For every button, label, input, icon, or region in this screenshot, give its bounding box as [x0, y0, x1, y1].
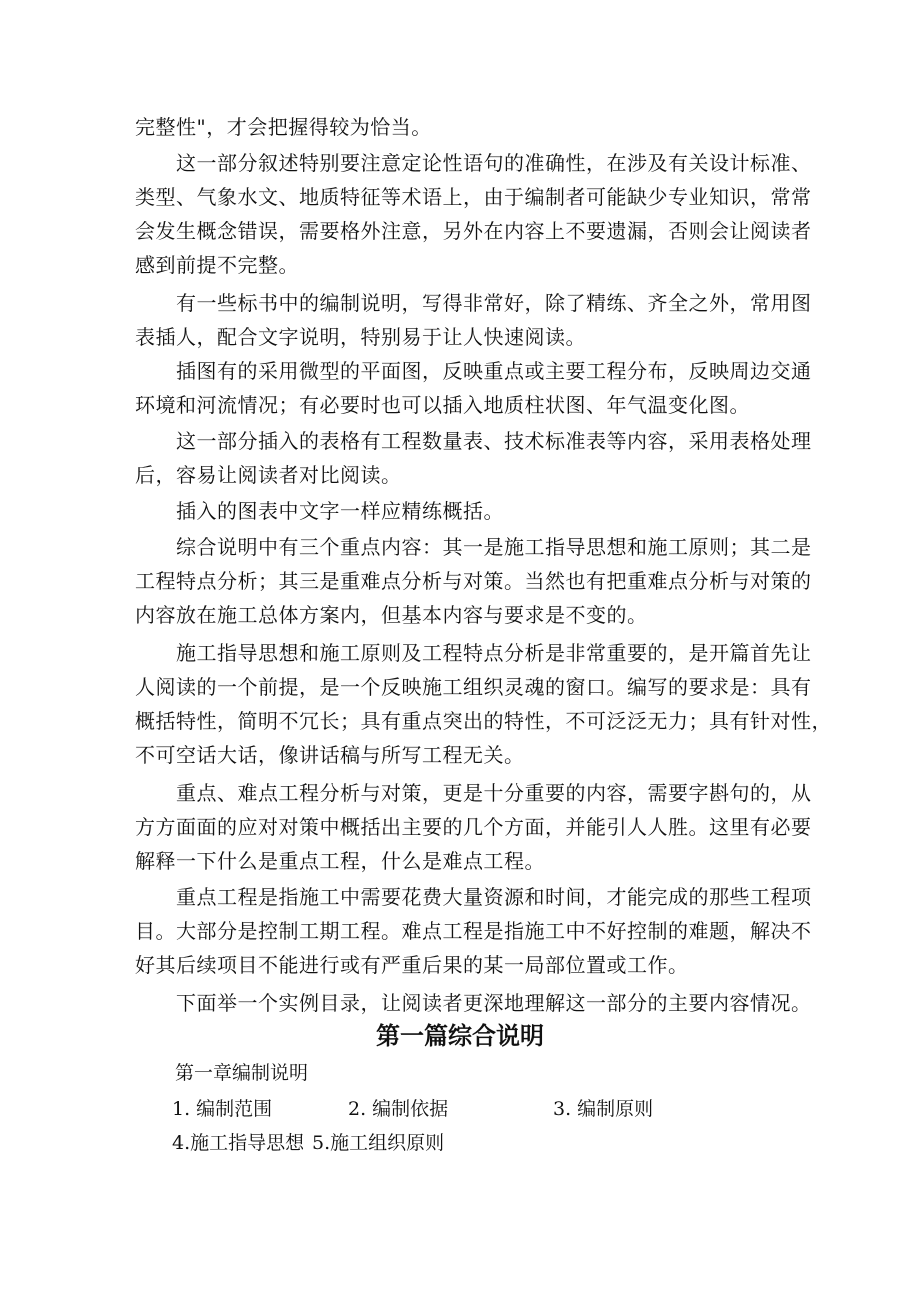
text-line: 这一部分插入的表格有工程数量表、技术标准表等内容，采用表格处理: [135, 429, 812, 453]
text-line: 好其后续项目不能进行或有严重后果的某一局部位置或工作。: [135, 953, 689, 977]
paragraph-5: [135, 424, 812, 492]
text-line: 下面举一个实例目录，让阅读者更深地理解这一部分的主要内容情况。: [135, 991, 812, 1015]
section-title: 第一篇综合说明: [376, 1021, 544, 1050]
text-line: 插入的图表中文字一样应精练概括。: [135, 499, 504, 523]
text-line: 内容放在施工总体方案内，但基本内容与要求是不变的。: [135, 603, 648, 627]
paragraph-4: [135, 354, 812, 422]
paragraph-9: [135, 776, 812, 878]
toc-item-3: 3. 编制原则: [553, 1098, 654, 1120]
text-line: 综合说明中有三个重点内容：其一是施工指导思想和施工原则；其二是: [135, 535, 812, 559]
text-line: 目。大部分是控制工期工程。难点工程是指施工中不好控制的难题，解决不: [135, 919, 812, 943]
text-line: 会发生概念错误，需要格外注意，另外在内容上不要遗漏，否则会让阅读者: [135, 219, 812, 243]
text-line: 施工指导思想和施工原则及工程特点分析是非常重要的，是开篇首先让: [135, 641, 812, 665]
text-line: 有一些标书中的编制说明，写得非常好，除了精练、齐全之外，常用图: [135, 291, 812, 315]
toc-item-1: 1. 编制范围: [172, 1098, 273, 1120]
paragraph-11: [135, 986, 812, 1020]
paragraph-2: [135, 146, 812, 282]
text-line: 重点工程是指施工中需要花费大量资源和时间，才能完成的那些工程项: [135, 885, 812, 909]
text-line: 完整性"，才会把握得较为恰当。: [135, 115, 432, 139]
text-line: 重点、难点工程分析与对策，更是十分重要的内容，需要字斟句的，从: [135, 781, 812, 805]
text-line: 后，容易让阅读者对比阅读。: [135, 463, 402, 487]
text-line: 人阅读的一个前提，是一个反映施工组织灵魂的窗口。编写的要求是：具有: [135, 675, 812, 699]
text-line: 不可空话大话，像讲话稿与所写工程无关。: [135, 743, 525, 767]
text-line: 环境和河流情况；有必要时也可以插入地质柱状图、年气温变化图。: [135, 393, 750, 417]
text-line: 表插人，配合文字说明，特别易于让人快速阅读。: [135, 325, 586, 349]
text-line: 方方面面的应对对策中概括出主要的几个方面，并能引人人胜。这里有必要: [135, 815, 812, 839]
chapter-title: 第一章编制说明: [175, 1062, 309, 1084]
paragraph-1: [135, 110, 795, 144]
paragraph-8: [135, 636, 832, 772]
text-line: 概括特性，简明不冗长；具有重点突出的特性，不可泛泛无力；具有针对性，: [135, 709, 832, 733]
text-line: 这一部分叙述特别要注意定论性语句的准确性，在涉及有关设计标准、: [135, 151, 812, 175]
text-line: 类型、气象水文、地质特征等术语上，由于编制者可能缺少专业知识，常常: [135, 185, 812, 209]
text-line: 解释一下什么是重点工程，什么是难点工程。: [135, 849, 545, 873]
toc-item-5: 5.施工组织原则: [312, 1132, 445, 1154]
toc-item-2: 2. 编制依据: [348, 1098, 449, 1120]
text-line: 工程特点分析；其三是重难点分析与对策。当然也有把重难点分析与对策的: [135, 569, 812, 593]
paragraph-6: [135, 494, 795, 528]
toc-item-4: 4.施工指导思想: [172, 1132, 305, 1154]
text-line: 插图有的采用微型的平面图，反映重点或主要工程分布，反映周边交通: [135, 359, 812, 383]
paragraph-7: [135, 530, 812, 632]
paragraph-10: [135, 880, 812, 982]
text-line: 感到前提不完整。: [135, 253, 299, 277]
paragraph-3: [135, 286, 812, 354]
